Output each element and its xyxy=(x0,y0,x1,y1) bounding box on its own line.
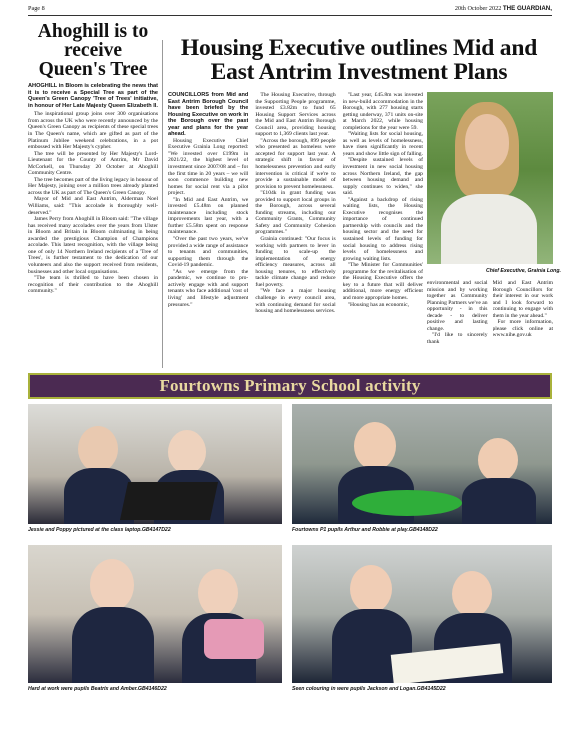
housing-paragraph: "We face a major housing challenge in every council area, with continuing demand for social housing and homelessness services. xyxy=(255,288,336,315)
housing-column-5 xyxy=(493,280,554,370)
housing-paragraph: Mid and East Antrim Borough Councillors for their interest in our work and I look forward to continuing to engage with them in the year ahead." xyxy=(492,280,553,319)
child-head xyxy=(90,559,134,611)
housing-paragraph: "As we emerge from the pandemic, we continue to pro-actively engage with and support tenants who face additional 'cost of living' and lifestyle adjustment pressures." xyxy=(168,268,249,308)
housing-paragraph: "Across the borough, 899 people who presented as homeless were accepted for support last year. A strategic shift in favour of homelessness prevention and early intervention is critical if we're to provide a sustainable model of provision to prevent homelessness. xyxy=(255,137,336,190)
housing-paragraph: "Waiting lists for social housing, as well as levels of homelessness, have risen significantly in recent years and show little sign of falling. xyxy=(342,131,423,157)
housing-paragraph: The Housing Executive, through the Supporting People programme, invested £3.82m to fund 65 Housing Support Services across the Mid and East Antrim Borough Council area, providing housing support to 1,369 clients last year. xyxy=(255,92,336,138)
housing-paragraph: For more information, please click online at www.nihe.gov.uk xyxy=(492,319,553,339)
page-number: Page 8 xyxy=(28,5,45,12)
laptop xyxy=(120,482,218,520)
child-head xyxy=(168,430,206,474)
photo-caption: Hard at work were pupils Beatrix and Amber.GB4146D22 xyxy=(28,686,167,692)
photo-arthur-robbie xyxy=(292,404,552,524)
portrait-body xyxy=(441,194,537,264)
ahoghill-paragraph: "The team is thrilled to have been chosen in recognition of their contribution to the Ahoghill community." xyxy=(28,275,158,295)
housing-paragraph: environmental and social mission and by working together as Community Planning Partners we've an opportunity - in this decade - to deliver positive and lasting change. xyxy=(427,280,488,332)
child-head xyxy=(452,571,492,617)
page-date: 20th October 2022 xyxy=(454,5,502,12)
portrait-face xyxy=(465,114,509,170)
housing-lead: COUNCILLORS from Mid and East Antrim Borough Council have been briefed by the Housing Executive on work in the Borough over the past year and plans for the year ahead. xyxy=(168,92,249,138)
photo-caption: Fourtowns P1 pupils Arthur and Robbie at play.GB4148D22 xyxy=(292,527,438,533)
housing-column-2 xyxy=(255,92,335,370)
page-date-masthead xyxy=(455,5,552,12)
housing-paragraph: Housing Executive Chief Executive Grainia Long reported: "We invested over £199m in 2021/22, the highest level of investment since 2007/08 and – for the first time in 20 years – we will soon commence building new homes for social rent via a pilot project. xyxy=(168,137,249,197)
ahoghill-paragraph: The inspirational group joins over 300 organisations from across the UK who were recently announced by the Queen's Green Canopy as recipients of these special trees in The Queen's name, which are gifted as part of the Platinum Jubilee weekend celebrations, in a pot embossed with Her Majesty's cypher. xyxy=(28,111,158,151)
banner-title: Fourtowns Primary School activity xyxy=(159,376,421,395)
photo-jessie-poppy xyxy=(28,404,282,524)
child-jumper xyxy=(462,478,536,524)
portrait-caption: Chief Executive, Grainia Long. xyxy=(486,268,561,274)
ahoghill-paragraph: The tree will be presented by Her Majesty's Lord-Lieutenant for the County of Antrim, Mr David McCorkell, on Thursday 20 October at Ahoghill Community Centre. xyxy=(28,150,158,177)
housing-paragraph: "Against a backdrop of rising waiting lists, the Housing Executive recognises the importance of continued partnership with councils and the housing sector and the need for sustained levels of funding for social housing to address rising levels of homelessness and growing waiting lists. xyxy=(342,196,423,262)
pink-bag xyxy=(204,619,264,659)
grainia-long-photo xyxy=(427,92,553,264)
ahoghill-paragraph: James Perry from Ahoghill in Bloom said: "The village has received many accolades over the years from Ulster in Bloom and Britain in Bloom culminating in being awarded the prestigious Champion of Champions accolade. This latest recognition, with the village being one of only 14 Northern Ireland recipients of a 'Tree of Trees', is further testament to the dedication of our volunteers and also the support received from residents, businesses and other local organisations. xyxy=(28,216,158,275)
ahoghill-story xyxy=(28,22,158,370)
photo-jackson-logan xyxy=(292,545,552,683)
housing-columns xyxy=(168,92,423,370)
ahoghill-paragraph: The tree becomes part of the living legacy in honour of Her Majesty, joining over a million trees already planted across the UK as part of The Queen's Green Canopy. xyxy=(28,176,158,196)
housing-headline: Housing Executive outlines Mid and East Antrim Investment Plans xyxy=(180,35,538,85)
housing-columns-continued xyxy=(427,280,553,370)
fourtowns-banner xyxy=(28,373,552,399)
housing-paragraph: "The Minister for Communities' programme for the revitalisation of the Housing Executive offers the key to a future that will deliver additional, more energy efficient and more appropriate homes. xyxy=(342,262,423,301)
child-head xyxy=(350,565,392,613)
column-divider xyxy=(162,40,163,368)
child-head xyxy=(78,426,118,472)
photo-beatrix-amber xyxy=(28,545,282,683)
housing-paragraph: "In Mid and East Antrim, we invested £5.48m on planned maintenance including stock improvements last year, with a further £5.58m spent on response maintenance. xyxy=(168,196,249,236)
child-head xyxy=(478,438,518,482)
child-head xyxy=(354,422,396,470)
housing-paragraph: "Despite sustained levels of investment in new social housing across Northern Ireland, the gap between housing demand and supply continues to widen," she said. xyxy=(342,157,423,197)
housing-paragraph: "Housing has an economic, xyxy=(347,301,409,308)
ahoghill-lead: AHOGHILL in Bloom is celebrating the news that it is to receive a Special Tree as part of the Queen's Green Canopy 'Tree of Trees' initiative, in honour of Her Late Majesty Queen Elizabeth II. xyxy=(28,83,158,109)
photo-caption: Jessie and Poppy pictured at the class laptop.GB4147D22 xyxy=(28,527,171,533)
child-jumper xyxy=(72,607,154,683)
masthead: THE GUARDIAN, xyxy=(502,5,552,12)
ahoghill-headline: Ahoghill is to receive Queen's Tree xyxy=(37,22,149,80)
housing-paragraph: "£104k in grant funding was provided to support local groups in the Borough, across several funding streams, including our Community Grants, Community Safety and Community Cohesion programmes." xyxy=(255,190,336,236)
play-tray xyxy=(352,490,462,516)
photo-caption: Seen colouring in were pupils Jackson and Logan.GB4145D22 xyxy=(292,686,446,692)
housing-paragraph: "Over the past two years, we've provided a wide range of assistance to tenants and communities, supporting them through the Covid-19 pandemic. xyxy=(168,236,249,269)
housing-paragraph: Grainia continued: "Our focus is working with partners to lever in funding to scale-up the implementation of energy efficiency measures, across all housing tenures, to effectively tackle climate change and reduce fuel poverty. xyxy=(255,236,336,288)
housing-paragraph: "Last year, £45.8m was invested in new-build accommodation in the Borough, with 277 housing starts getting underway, 371 units on-site at March 2022, while housing completions for the year were 59. xyxy=(342,92,423,131)
housing-column-4 xyxy=(427,280,488,370)
housing-column-1 xyxy=(168,92,248,370)
housing-column-3 xyxy=(343,92,423,370)
child-head xyxy=(198,569,238,617)
housing-paragraph: "I'd like to sincerely thank xyxy=(427,332,488,345)
page-header xyxy=(28,4,552,16)
ahoghill-paragraph: Mayor of Mid and East Antrim, Alderman Noel Williams, said: "This accolade is thoroughly well-deserved." xyxy=(28,196,158,216)
